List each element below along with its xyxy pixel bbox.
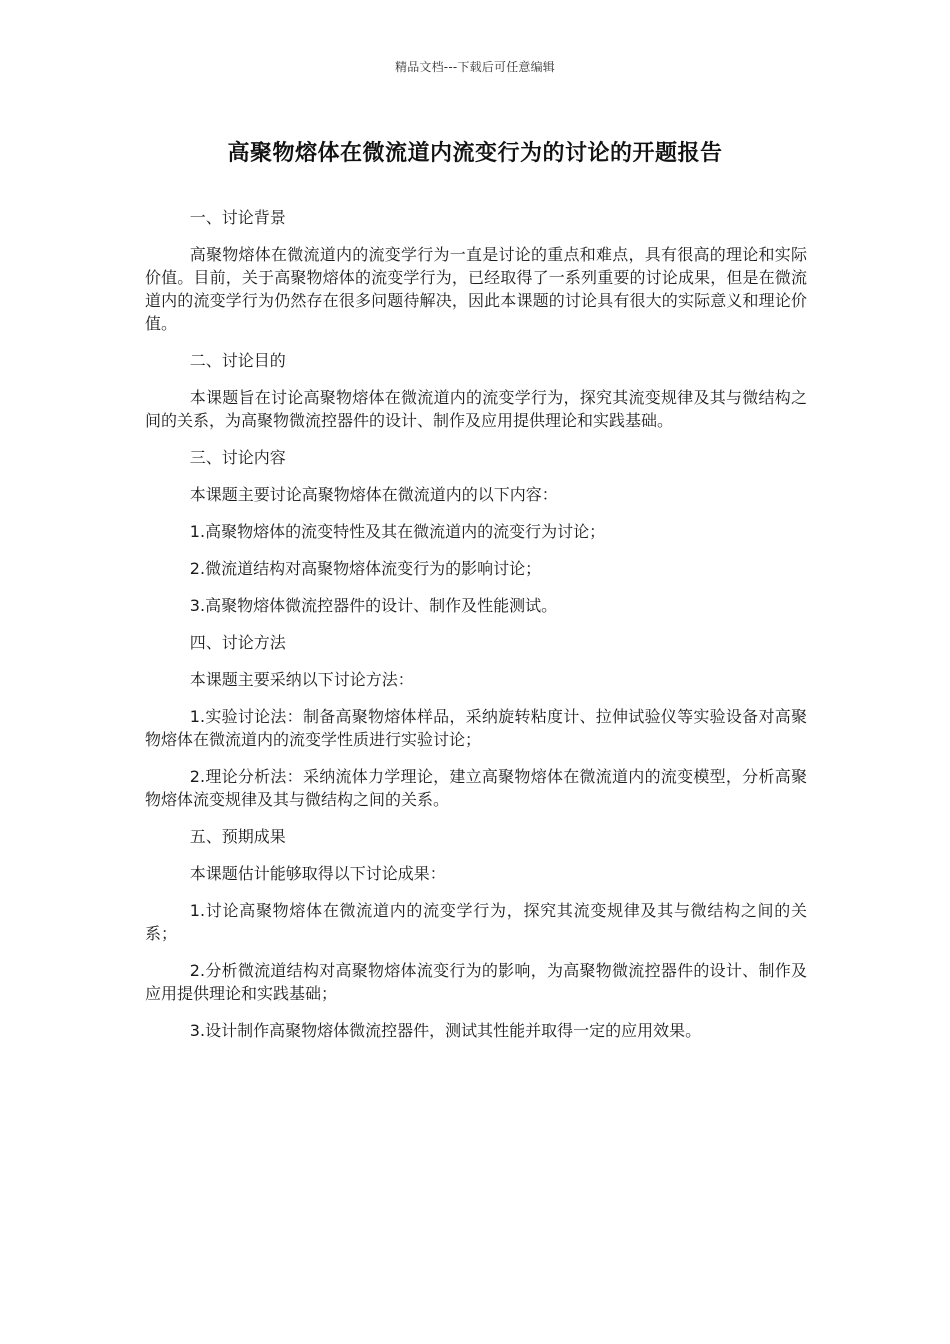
list-item-outcomes-2: 2.分析微流道结构对高聚物熔体流变行为的影响，为高聚物微流控器件的设计、制作及应用提供理论和实践基础；	[145, 961, 807, 1003]
document-body	[145, 206, 807, 1056]
section-heading-background: 一、讨论背景	[189, 208, 286, 227]
list-item-outcomes-1: 1.讨论高聚物熔体在微流道内的流变学行为，探究其流变规律及其与微结构之间的关系；	[145, 901, 807, 943]
section-heading-purpose: 二、讨论目的	[189, 351, 286, 370]
list-item-outcomes-3: 3.设计制作高聚物熔体微流控器件，测试其性能并取得一定的应用效果。	[189, 1021, 702, 1040]
list-item-content-2: 2.微流道结构对高聚物熔体流变行为的影响讨论；	[189, 559, 542, 578]
header-note: 精品文档---下载后可任意编辑	[395, 60, 555, 74]
list-item-content-1: 1.高聚物熔体的流变特性及其在微流道内的流变行为讨论；	[189, 522, 606, 541]
section-heading-content: 三、讨论内容	[189, 448, 286, 467]
document-title: 高聚物熔体在微流道内流变行为的讨论的开题报告	[227, 141, 723, 166]
list-item-methods-1: 1.实验讨论法：制备高聚物熔体样品，采纳旋转粘度计、拉伸试验仪等实验设备对高聚物熔体在微流道内的流变学性质进行实验讨论；	[145, 707, 807, 749]
section-heading-outcomes: 五、预期成果	[189, 827, 286, 846]
paragraph-purpose: 本课题旨在讨论高聚物熔体在微流道内的流变学行为，探究其流变规律及其与微结构之间的关系，为高聚物微流控器件的设计、制作及应用提供理论和实践基础。	[145, 388, 807, 430]
paragraph-methods-intro: 本课题主要采纳以下讨论方法：	[189, 670, 414, 689]
list-item-methods-2: 2.理论分析法：采纳流体力学理论，建立高聚物熔体在微流道内的流变模型，分析高聚物熔体流变规律及其与微结构之间的关系。	[145, 767, 807, 809]
paragraph-outcomes-intro: 本课题估计能够取得以下讨论成果：	[189, 864, 446, 883]
section-heading-methods: 四、讨论方法	[189, 633, 286, 652]
paragraph-background: 高聚物熔体在微流道内的流变学行为一直是讨论的重点和难点，具有很高的理论和实际价值。目前，关于高聚物熔体的流变学行为，已经取得了一系列重要的讨论成果，但是在微流道内的流变学行为仍然存在很多问题待解决，因此本课题的讨论具有很大的实际意义和理论价值。	[145, 245, 807, 333]
list-item-content-3: 3.高聚物熔体微流控器件的设计、制作及性能测试。	[189, 596, 558, 615]
paragraph-content-intro: 本课题主要讨论高聚物熔体在微流道内的以下内容：	[189, 485, 558, 504]
